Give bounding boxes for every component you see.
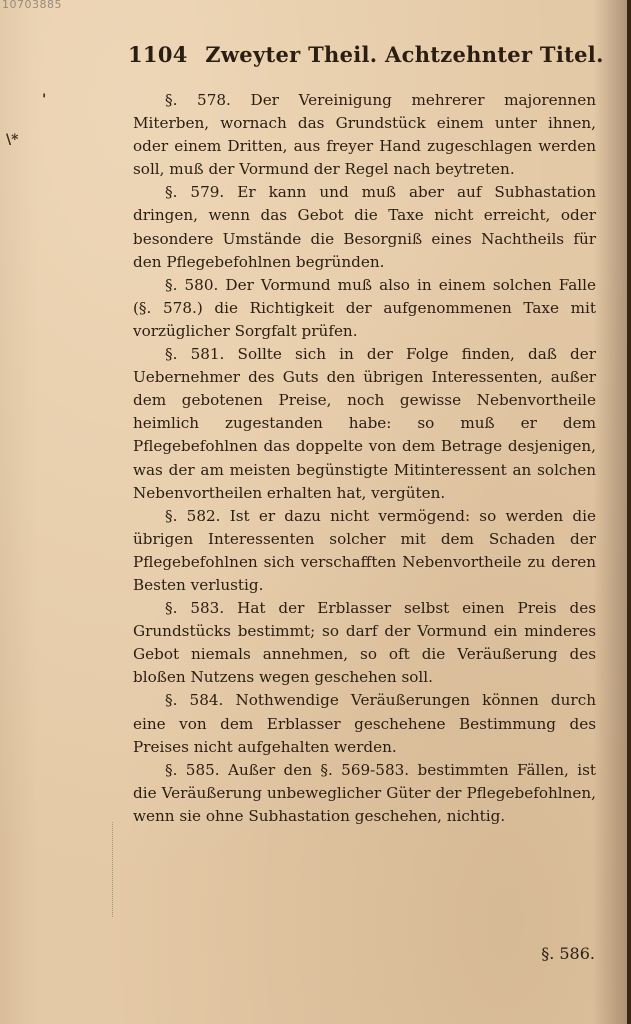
margin-mark: \* <box>6 132 19 148</box>
paragraph-text: Außer den §. 569-583. bestimmten Fällen, ist die Veräußerung unbeweglicher Güter der Pflegebefohlnen, wenn sie ohne Subhastation geschehen, nichtig. <box>133 760 596 825</box>
section-number: §. 579. <box>165 183 225 202</box>
section-number: §. 580. <box>165 275 219 294</box>
page-header <box>128 42 604 67</box>
paragraph-text: Der Vormund muß also in einem solchen Falle (§. 578.) die Richtigkeit der aufgenommenen Taxe mit vorzüglicher Sorgfalt prüfen. <box>133 275 597 340</box>
page-edge-shadow <box>627 0 631 1024</box>
section-number: §. 584. <box>165 691 224 710</box>
margin-pencil-mark <box>112 822 119 917</box>
paragraph-text: Sollte sich in der Folge finden, daß der Uebernehmer des Guts den übrigen Interessenten, außer dem gebotenen Preise, noch gewisse Nebenvortheile heimlich zugestanden habe: so muß er dem Pflegebefohlnen das doppelte von dem Betrage desjenigen, was der am meisten begünstigte Mitinteressent an solchen Nebenvortheilen erhalten hat, vergüten. <box>133 345 597 502</box>
paragraph-581 <box>133 343 596 505</box>
section-number: §. 578. <box>165 91 231 109</box>
paragraph-584 <box>133 689 596 758</box>
catchword: §. 586. <box>541 944 595 963</box>
paragraph-text: Er kann und muß aber auf Subhastation dringen, wenn das Gebot die Taxe nicht erreicht, oder besondere Umstände die Besorgniß eines Nachtheils für den Pflegebefohlnen begründen. <box>133 183 597 271</box>
paragraph-578 <box>133 89 596 181</box>
scan-id-label: 10703885 <box>2 0 62 11</box>
page-number: 1104 <box>128 42 188 67</box>
section-number: §. 581. <box>165 345 225 364</box>
paragraph-text: Der Vereinigung mehrerer majorennen Miterben, wornach das Grundstück einem unter ihnen, oder einem Dritten, aus freyer Hand zugeschlagen werden soll, muß der Vormund der Regel nach beytreten. <box>133 91 596 179</box>
paragraph-text: Hat der Erblasser selbst einen Preis des Grundstücks bestimmt; so darf der Vormund ein minderes Gebot niemals annehmen, so oft die Veräußerung des bloßen Nutzens wegen geschehen soll. <box>133 599 597 687</box>
section-number: §. 585. <box>165 760 220 779</box>
section-number: §. 583. <box>165 599 225 618</box>
paragraph-579 <box>133 181 596 273</box>
paragraph-583 <box>133 597 596 689</box>
paragraph-580 <box>133 274 596 343</box>
margin-mark: ' <box>42 92 47 108</box>
paragraph-text: Ist er dazu nicht vermögend: so werden die übrigen Interessenten solcher mit dem Schaden der Pflegebefohlnen sich verschafften Nebenvortheile zu deren Besten verlustig. <box>133 506 596 594</box>
running-title: Zweyter Theil. Achtzehnter Titel. <box>205 42 604 67</box>
body-text <box>133 89 596 828</box>
paragraph-585 <box>133 759 596 828</box>
paragraph-text: Nothwendige Veräußerungen können durch eine von dem Erblasser geschehene Bestimmung des Preises nicht aufgehalten werden. <box>133 691 596 756</box>
paragraph-582 <box>133 505 596 597</box>
section-number: §. 582. <box>165 506 221 525</box>
